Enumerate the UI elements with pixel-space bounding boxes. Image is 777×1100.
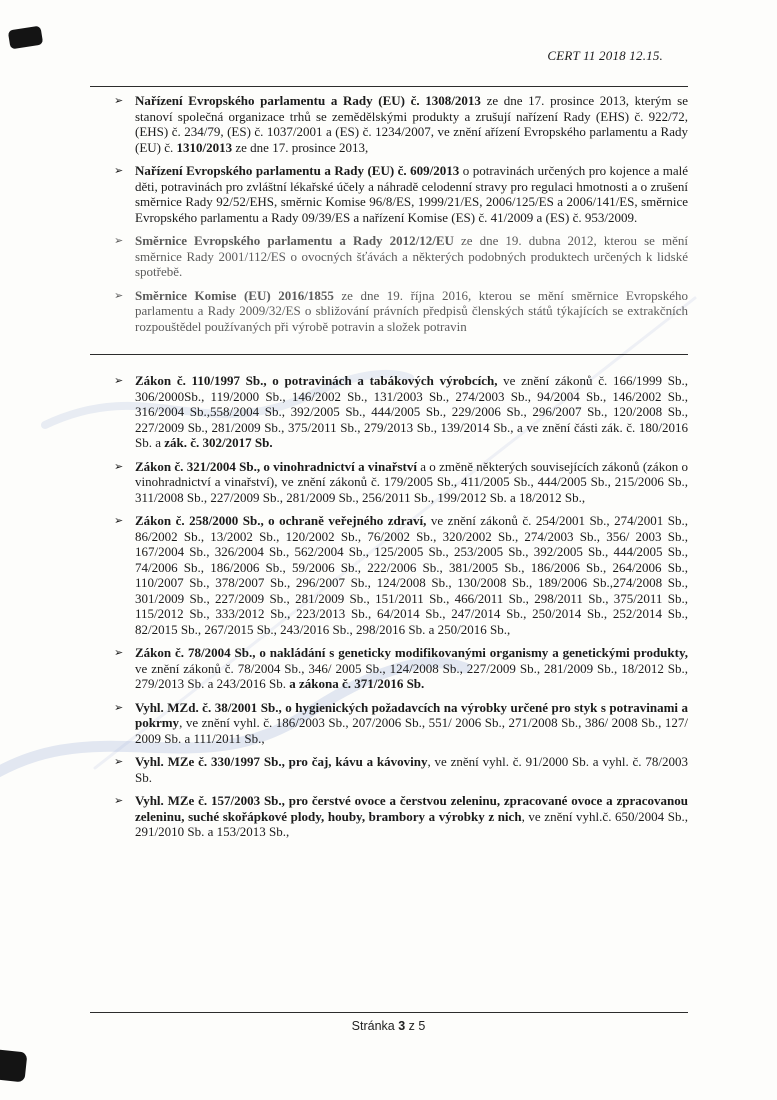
document-header — [547, 48, 663, 64]
arrow-bullet-icon: ➢ — [114, 795, 124, 807]
footer-divider — [90, 1012, 688, 1013]
arrow-bullet-icon: ➢ — [114, 289, 124, 302]
regulation-item — [113, 233, 688, 280]
regulation-text: Zákon č. 78/2004 Sb., o nakládání s geneticky modifikovanými organismy a genetickými produkty, ve znění zákonů č. 78/2004 Sb., 346/ 2005 Sb., 124/2008 Sb., 227/2009 Sb., 281/2009 Sb., 18/2012 Sb., 279/2013 Sb. a 243/2016 Sb. a zákona č. 371/2016 Sb. — [135, 645, 688, 691]
scan-artifact-bottom-left — [0, 1050, 27, 1083]
arrow-bullet-icon: ➢ — [114, 375, 124, 387]
arrow-bullet-icon: ➢ — [114, 165, 124, 177]
regulation-text: Směrnice Komise (EU) 2016/1855 ze dne 19. října 2016, kterou se mění směrnice Evropského parlamentu a Rady 2009/32/ES o sbližování právních předpisů členských států týkajících se extrakčních rozpouštědel používaných při výrobě potravin a složek potravin — [135, 287, 688, 334]
regulation-text: Zákon č. 321/2004 Sb., o vinohradnictví a vinařství a o změně některých souvisejících zákonů (zákon o vinohradnictví a vinařství), ve znění zákonů č. 179/2005 Sb., 411/2005 Sb., 444/2005 Sb., 215/2006 Sb., 311/2008 Sb., 227/2009 Sb., 281/2009 Sb., 256/2011 Sb., 199/2012 Sb. a 18/2012 Sb., — [135, 458, 688, 505]
footer-separator: z — [408, 1019, 415, 1033]
regulation-text: Nařízení Evropského parlamentu a Rady (EU) č. 609/2013 o potravinách určených pro kojence a malé děti, potravinách pro zvláštní lékařské účely a náhradě celodenní stravy pro regulaci hmotnosti a o zrušení směrnice Rady 92/52/EHS, směrnic Komise 96/8/ES, 1999/21/ES, 2006/125/ES a 2006/141/ES, směrnice Evropského parlamentu a Rady 09/39/ES a nařízení Komise (ES) č. 41/2009 a (ES) č. 953/2009. — [135, 163, 688, 225]
regulation-text: Zákon č. 110/1997 Sb., o potravinách a tabákových výrobcích, ve znění zákonů č. 166/1999 Sb., 306/2000Sb., 119/2000 Sb., 146/2002 Sb., 131/2003 Sb., 274/2003 Sb., 94/2004 Sb., 146/2002 Sb., 316/2004 Sb.,558/2004 Sb., 392/2005 Sb., 444/2005 Sb., 229/2006 Sb., 296/2007 Sb., 120/2008 Sb., 227/2009 Sb., 281/2009 Sb., 375/2011 Sb., 279/2013 Sb., 139/2014 Sb., a ve znění části zák. č. 180/2016 Sb. a zák. č. 302/2017 Sb. — [135, 373, 688, 450]
regulation-item — [113, 513, 688, 637]
arrow-bullet-icon: ➢ — [114, 515, 124, 527]
regulation-item — [113, 93, 688, 155]
regulation-item — [113, 373, 688, 451]
regulation-text: Vyhl. MZd. č. 38/2001 Sb., o hygienických požadavcích na výrobky určené pro styk s potravinami a pokrmy, ve znění vyhl. č. 186/2003 Sb., 207/2006 Sb., 551/ 2006 Sb., 271/2008 Sb., 386/ 2008 Sb., 127/ 2009 Sb. a 111/2011 Sb., — [135, 699, 688, 746]
page-footer — [0, 1019, 777, 1033]
regulation-text: Zákon č. 258/2000 Sb., o ochraně veřejného zdraví, ve znění zákonů č. 254/2001 Sb., 274/2001 Sb., 86/2002 Sb., 13/2002 Sb., 120/2002 Sb., 76/2002 Sb., 320/2002 Sb., 274/2003 Sb., 356/ 2003 Sb., 167/2004 Sb., 326/2004 Sb., 562/2004 Sb., 125/2005 Sb., 253/2005 Sb., 392/2005 Sb., 444/2005 Sb., 74/2006 Sb., 186/2006 Sb., 59/2006 Sb., 222/2006 Sb., 381/2005 Sb., 186/2006 Sb., 264/2006 Sb., 110/2007 Sb., 378/2007 Sb., 296/2007 Sb., 124/2008 Sb., 130/2008 Sb., 189/2006 Sb.,274/2008 Sb., 301/2009 Sb., 227/2009 Sb., 281/2009 Sb., 151/2011 Sb., 466/2011 Sb., 298/2011 Sb., 375/2011 Sb., 115/2012 Sb., 333/2012 Sb., 223/2013 Sb., 64/2014 Sb., 247/2014 Sb., 250/2014 Sb., 252/2014 Sb., 82/2015 Sb., 267/2015 Sb., 243/2016 Sb., 298/2016 Sb. a 250/2016 Sb., — [135, 513, 688, 637]
footer-page-number: 3 — [398, 1019, 406, 1033]
regulation-list-cz — [113, 373, 688, 840]
regulation-item — [113, 459, 688, 506]
regulation-text: Směrnice Evropského parlamentu a Rady 2012/12/EU ze dne 19. dubna 2012, kterou se mění směrnice Rady 2001/112/ES o ovocných šťávách a některých podobných produktech určených k lidské spotřebě. — [135, 233, 688, 279]
regulation-item — [113, 754, 688, 785]
arrow-bullet-icon: ➢ — [114, 235, 124, 247]
arrow-bullet-icon: ➢ — [114, 701, 124, 714]
footer-total-pages: 5 — [418, 1019, 426, 1033]
regulation-item — [113, 288, 688, 335]
header-divider — [90, 86, 688, 87]
arrow-bullet-icon: ➢ — [114, 756, 124, 768]
regulation-item — [113, 645, 688, 692]
section-divider — [90, 354, 688, 355]
regulation-text: Nařízení Evropského parlamentu a Rady (EU) č. 1308/2013 ze dne 17. prosince 2013, kterým se stanoví společná organizace trhů se zemědělskými produkty a zrušují nařízení Rady (EHS) č. 922/72, (EHS) č. 234/79, (ES) č. 1037/2001 a (ES) č. 1234/2007, ve znění ařízení Evropského parlamentu a Rady (EU) č. 1310/2013 ze dne 17. prosince 2013, — [135, 93, 688, 155]
regulation-list-eu — [113, 93, 688, 334]
arrow-bullet-icon: ➢ — [114, 460, 124, 473]
regulation-item — [113, 793, 688, 840]
arrow-bullet-icon: ➢ — [114, 95, 124, 107]
arrow-bullet-icon: ➢ — [114, 647, 124, 659]
regulation-text: Vyhl. MZe č. 157/2003 Sb., pro čerstvé ovoce a čerstvou zeleninu, zpracované ovoce a zpracovanou zeleninu, suché skořápkové plody, houby, brambory a výrobky z nich, ve znění vyhl.č. 650/2004 Sb., 291/2010 Sb. a 153/2013 Sb., — [135, 793, 688, 839]
regulation-item — [113, 163, 688, 225]
scan-artifact-top-left — [8, 26, 44, 50]
regulation-item — [113, 700, 688, 747]
document-body — [113, 93, 688, 848]
header-reference-text: CERT 11 2018 12.15. — [547, 48, 663, 63]
footer-label: Stránka — [351, 1019, 395, 1033]
regulation-text: Vyhl. MZe č. 330/1997 Sb., pro čaj, kávu a kávoviny, ve znění vyhl. č. 91/2000 Sb. a vyhl. č. 78/2003 Sb. — [135, 754, 688, 785]
